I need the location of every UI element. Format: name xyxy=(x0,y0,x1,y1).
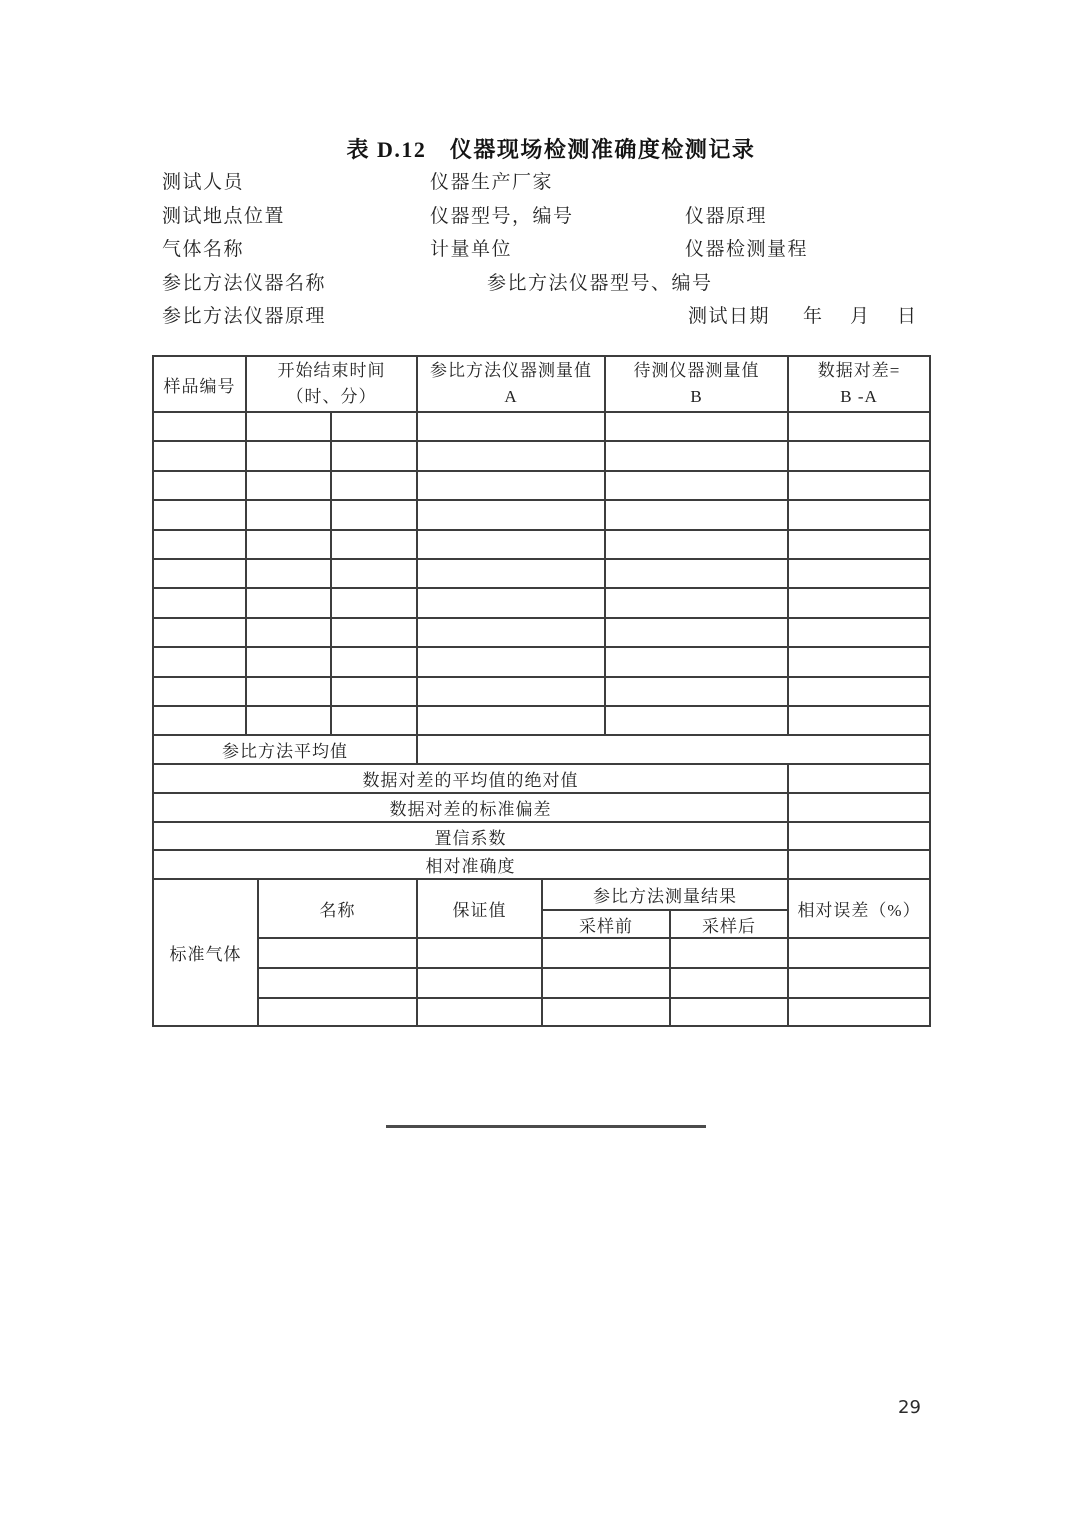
summary-row-relative-accuracy xyxy=(153,850,930,879)
field-label-manufacturer: 仪器生产厂家 xyxy=(430,172,554,193)
empty-cell xyxy=(153,471,246,500)
empty-cell xyxy=(605,588,788,617)
empty-cell xyxy=(788,706,930,735)
gas-col-relative-error: 相对误差（%） xyxy=(788,879,930,938)
empty-cell xyxy=(258,968,417,998)
empty-cell xyxy=(788,441,930,470)
empty-cell xyxy=(331,588,417,617)
gas-col-after-sampling: 采样后 xyxy=(670,910,788,938)
empty-cell xyxy=(788,500,930,529)
page-title: 表 D.12 仪器现场检测准确度检测记录 xyxy=(346,137,756,162)
empty-cell xyxy=(670,998,788,1026)
empty-cell xyxy=(246,530,331,559)
empty-cell xyxy=(246,677,331,706)
empty-cell xyxy=(788,412,930,441)
empty-row xyxy=(153,647,930,676)
empty-row xyxy=(153,500,930,529)
empty-row xyxy=(153,618,930,647)
gas-col-guaranteed-value: 保证值 xyxy=(417,879,542,938)
gas-header-row-1 xyxy=(153,879,930,910)
gas-col-ref-result: 参比方法测量结果 xyxy=(542,879,788,910)
empty-cell xyxy=(246,647,331,676)
summary-value-cell xyxy=(788,822,930,850)
standard-gas-section xyxy=(153,879,930,1026)
gas-label: 标准气体 xyxy=(153,879,258,1026)
info-line-1 xyxy=(0,167,1080,191)
summary-row-confidence-coef xyxy=(153,822,930,850)
summary-label: 置信系数 xyxy=(153,822,788,850)
empty-cell xyxy=(246,706,331,735)
table-header-section xyxy=(153,356,930,412)
info-line-4 xyxy=(0,268,1080,292)
col-header-dut-value: 待测仪器测量值 B xyxy=(605,356,788,412)
empty-cell xyxy=(153,441,246,470)
record-table xyxy=(152,355,931,1027)
empty-cell xyxy=(788,938,930,968)
empty-cell xyxy=(246,471,331,500)
empty-cell xyxy=(246,500,331,529)
empty-cell xyxy=(605,647,788,676)
gas-col-name: 名称 xyxy=(258,879,417,938)
field-label-day: 日 xyxy=(897,306,918,327)
empty-row xyxy=(153,588,930,617)
summary-row-std-dev-diff xyxy=(153,793,930,822)
summary-value-cell xyxy=(417,735,930,764)
field-label-ref-instrument-principle: 参比方法仪器原理 xyxy=(162,306,327,327)
empty-cell xyxy=(153,677,246,706)
empty-cell xyxy=(788,530,930,559)
empty-cell xyxy=(542,968,670,998)
field-label-instrument-principle: 仪器原理 xyxy=(685,206,768,227)
empty-cell xyxy=(605,500,788,529)
empty-cell xyxy=(417,559,605,588)
summary-section xyxy=(153,735,930,879)
empty-cell xyxy=(788,998,930,1026)
empty-cell xyxy=(153,647,246,676)
empty-row xyxy=(153,559,930,588)
empty-cell xyxy=(153,706,246,735)
empty-cell xyxy=(605,706,788,735)
field-label-location: 测试地点位置 xyxy=(162,206,286,227)
empty-cell xyxy=(331,412,417,441)
field-label-month: 月 xyxy=(850,306,871,327)
summary-label: 参比方法平均值 xyxy=(153,735,417,764)
empty-cell xyxy=(605,530,788,559)
empty-cell xyxy=(331,559,417,588)
info-line-2 xyxy=(0,201,1080,225)
field-label-test-date: 测试日期 xyxy=(688,306,771,327)
empty-cell xyxy=(417,441,605,470)
empty-cell xyxy=(417,647,605,676)
empty-cell xyxy=(417,530,605,559)
empty-cell xyxy=(605,559,788,588)
empty-cell xyxy=(258,998,417,1026)
empty-cell xyxy=(417,471,605,500)
empty-cell xyxy=(788,677,930,706)
field-label-detection-range: 仪器检测量程 xyxy=(685,239,809,260)
col-header-sample-no: 样品编号 xyxy=(153,356,246,412)
empty-cell xyxy=(417,998,542,1026)
empty-row xyxy=(153,677,930,706)
empty-cell xyxy=(788,559,930,588)
summary-row-ref-average xyxy=(153,735,930,764)
empty-cell xyxy=(331,706,417,735)
empty-cell xyxy=(417,938,542,968)
empty-cell xyxy=(670,938,788,968)
empty-row xyxy=(153,412,930,441)
summary-label: 相对准确度 xyxy=(153,850,788,879)
empty-cell xyxy=(153,559,246,588)
empty-cell xyxy=(605,471,788,500)
empty-row xyxy=(153,441,930,470)
field-label-gas-name: 气体名称 xyxy=(162,239,245,260)
empty-cell xyxy=(246,441,331,470)
empty-cell xyxy=(605,412,788,441)
field-label-ref-instrument-name: 参比方法仪器名称 xyxy=(162,273,327,294)
page-number: 29 xyxy=(898,1397,921,1418)
gas-col-before-sampling: 采样前 xyxy=(542,910,670,938)
empty-row xyxy=(153,471,930,500)
field-label-measure-unit: 计量单位 xyxy=(430,239,513,260)
empty-cell xyxy=(417,968,542,998)
col-header-diff: 数据对差= B -A xyxy=(788,356,930,412)
empty-row xyxy=(153,530,930,559)
empty-cell xyxy=(331,647,417,676)
empty-cell xyxy=(153,412,246,441)
header-row xyxy=(153,356,930,412)
field-label-ref-instrument-model: 参比方法仪器型号、编号 xyxy=(487,273,713,294)
empty-cell xyxy=(788,588,930,617)
empty-cell xyxy=(153,530,246,559)
summary-label: 数据对差的标准偏差 xyxy=(153,793,788,822)
summary-value-cell xyxy=(788,793,930,822)
empty-cell xyxy=(331,618,417,647)
empty-row xyxy=(153,938,930,968)
empty-cell xyxy=(153,618,246,647)
empty-cell xyxy=(246,559,331,588)
empty-cell xyxy=(542,938,670,968)
summary-label: 数据对差的平均值的绝对值 xyxy=(153,764,788,793)
empty-cell xyxy=(246,588,331,617)
empty-cell xyxy=(417,706,605,735)
signature-line xyxy=(386,1125,706,1128)
empty-cell xyxy=(788,968,930,998)
summary-row-abs-mean-diff xyxy=(153,764,930,793)
empty-cell xyxy=(605,441,788,470)
col-header-time: 开始结束时间 （时、分） xyxy=(246,356,417,412)
empty-cell xyxy=(605,618,788,647)
field-label-year: 年 xyxy=(803,306,824,327)
empty-cell xyxy=(542,998,670,1026)
empty-cell xyxy=(258,938,417,968)
empty-cell xyxy=(331,500,417,529)
empty-row xyxy=(153,968,930,998)
empty-cell xyxy=(788,618,930,647)
empty-cell xyxy=(788,647,930,676)
empty-cell xyxy=(417,618,605,647)
empty-cell xyxy=(331,441,417,470)
info-line-3 xyxy=(0,234,1080,258)
empty-cell xyxy=(417,677,605,706)
empty-cell xyxy=(246,618,331,647)
empty-cell xyxy=(246,412,331,441)
info-line-5 xyxy=(0,301,1080,325)
field-label-instrument-model: 仪器型号，编号 xyxy=(430,206,574,227)
summary-value-cell xyxy=(788,850,930,879)
empty-row xyxy=(153,998,930,1026)
empty-cell xyxy=(417,412,605,441)
empty-cell xyxy=(417,500,605,529)
main-empty-rows xyxy=(153,412,930,735)
field-label-tester: 测试人员 xyxy=(162,172,245,193)
empty-cell xyxy=(417,588,605,617)
col-header-ref-value: 参比方法仪器测量值 A xyxy=(417,356,605,412)
empty-row xyxy=(153,706,930,735)
empty-cell xyxy=(605,677,788,706)
empty-cell xyxy=(788,471,930,500)
empty-cell xyxy=(670,968,788,998)
empty-cell xyxy=(331,530,417,559)
empty-cell xyxy=(331,471,417,500)
summary-value-cell xyxy=(788,764,930,793)
empty-cell xyxy=(331,677,417,706)
empty-cell xyxy=(153,588,246,617)
empty-cell xyxy=(153,500,246,529)
